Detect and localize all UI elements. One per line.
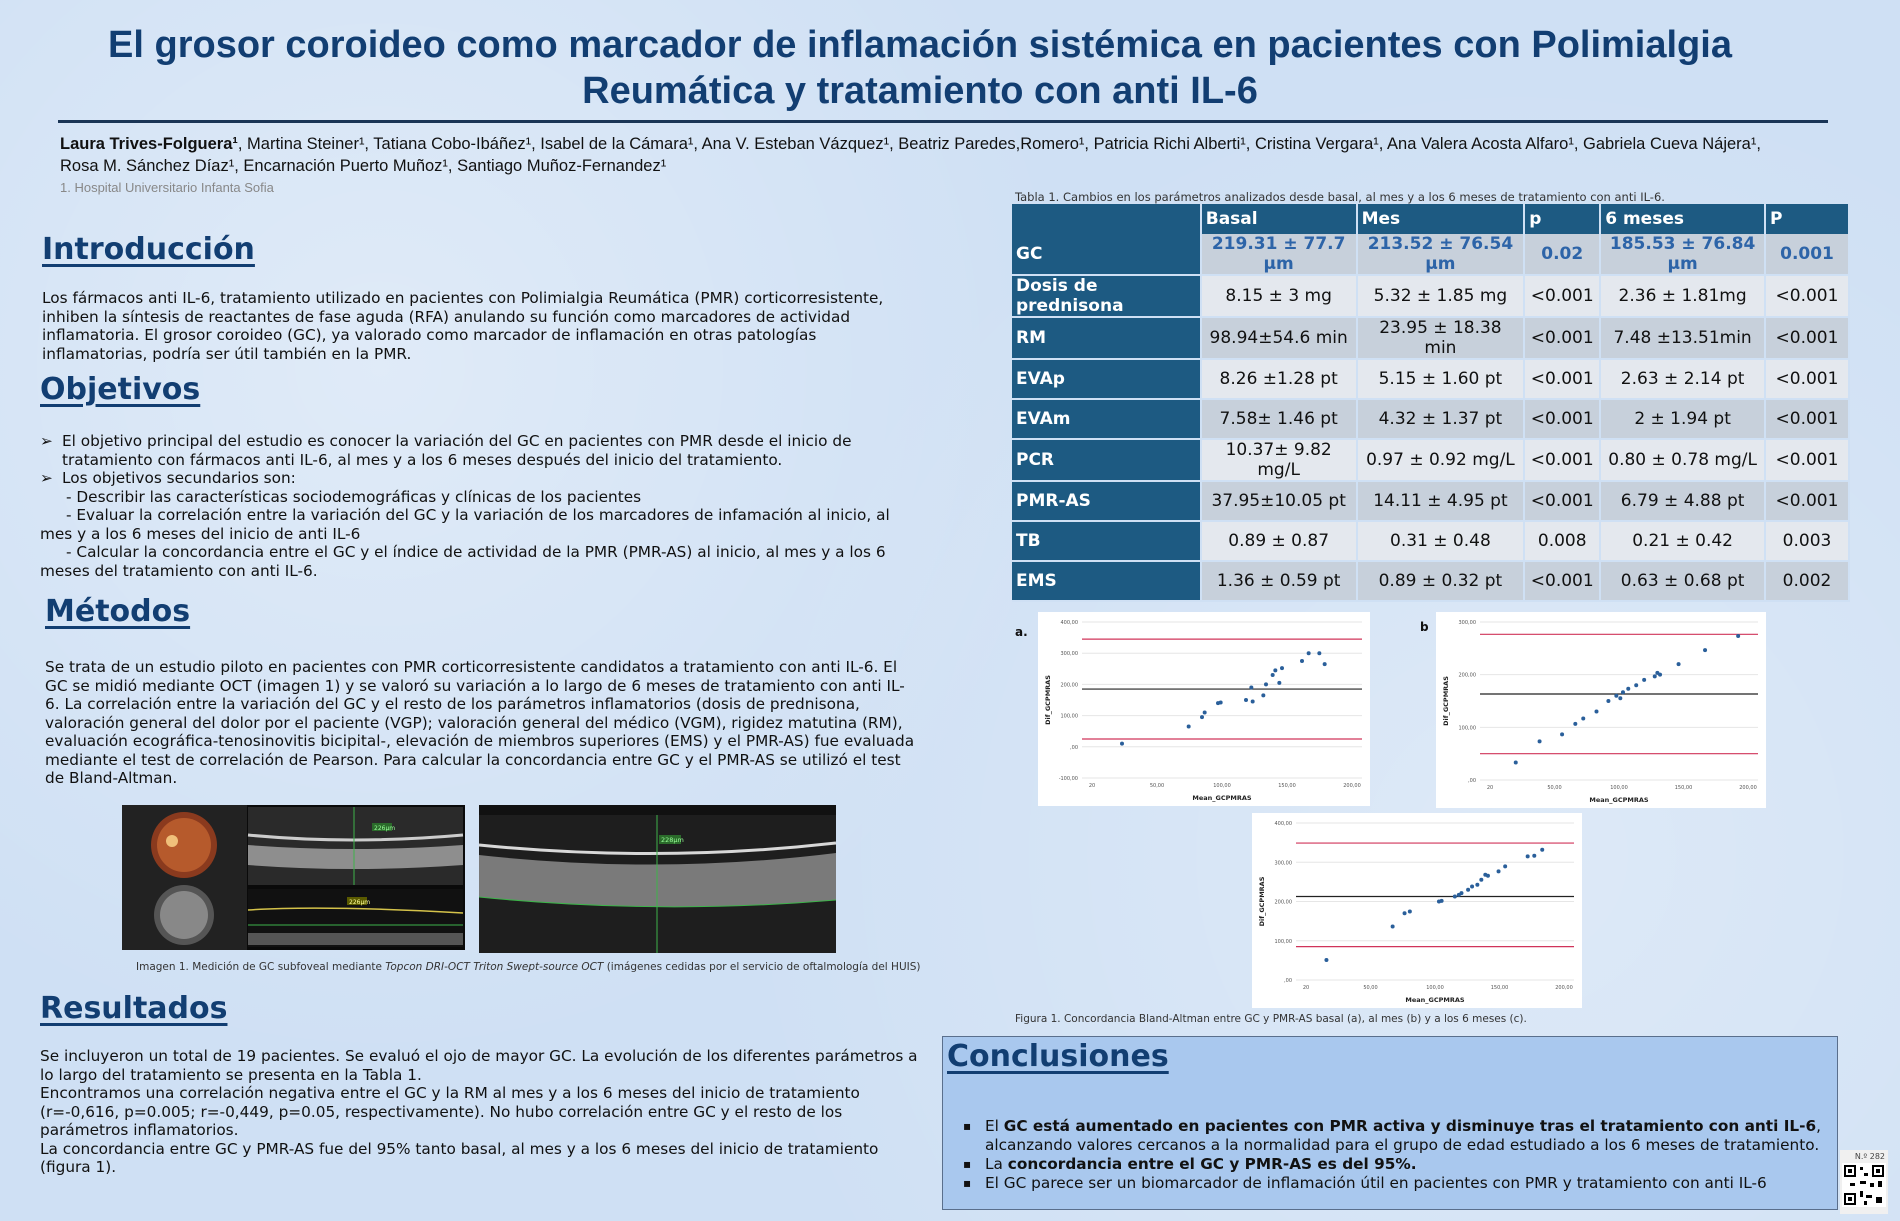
data-point: [1540, 848, 1544, 852]
oct-right-drawing: [479, 805, 836, 953]
data-point: [1677, 662, 1681, 666]
row-header-cell: EVAm: [1012, 399, 1201, 439]
oct-measure-label-2: 226µm: [349, 899, 371, 906]
table-row: [1012, 521, 1849, 561]
table-cell: 2.63 ± 2.14 pt: [1600, 359, 1765, 399]
data-point: [1307, 651, 1311, 655]
table-cell: <0.001: [1765, 481, 1849, 521]
data-point: [1621, 690, 1625, 694]
data-point: [1453, 894, 1457, 898]
conclusion-2: ▪ La concordancia entre el GC y PMR-AS es del 95%.: [963, 1155, 1417, 1173]
table-cell: 2.36 ± 1.81mg: [1600, 275, 1765, 317]
affiliation: 1. Hospital Universitario Infanta Sofia: [60, 180, 274, 195]
objectives-body: [40, 432, 910, 580]
oct-image-left: [122, 805, 465, 950]
table-cell: 5.32 ± 1.85 mg: [1357, 275, 1525, 317]
data-point: [1187, 725, 1191, 729]
data-point: [1261, 693, 1265, 697]
poster-title: [60, 22, 1780, 114]
data-point: [1120, 742, 1124, 746]
plot-label-b: b: [1420, 620, 1429, 634]
data-point: [1249, 686, 1253, 690]
conclusions-list: [963, 1117, 1823, 1193]
table-row: [1012, 561, 1849, 601]
table-cell: <0.001: [1524, 317, 1600, 359]
y-axis-label: Dif_GCPMRAS: [1258, 876, 1266, 927]
y-tick-label: ,00: [1070, 744, 1078, 751]
table-cell: 14.11 ± 4.95 pt: [1357, 481, 1525, 521]
data-point: [1440, 899, 1444, 903]
row-header-cell: EVAp: [1012, 359, 1201, 399]
data-point: [1626, 687, 1630, 691]
data-point: [1280, 666, 1284, 670]
data-point: [1271, 673, 1275, 677]
results-p4: La concordancia entre GC y PMR-AS fue del 95% tanto basal, al mes y a los 6 meses del inicio de tratamiento (figura 1).: [40, 1139, 879, 1176]
objective-secondary: ➢ Los objetivos secundarios son:: [40, 469, 296, 487]
data-point: [1594, 710, 1598, 714]
data-point: [1618, 696, 1622, 700]
data-point: [1273, 668, 1277, 672]
table-cell: <0.001: [1765, 317, 1849, 359]
data-point: [1736, 634, 1740, 638]
y-tick-label: 300,00: [1458, 620, 1476, 626]
data-point: [1653, 674, 1657, 678]
data-point: [1219, 700, 1223, 704]
x-tick-label: 50,00: [1149, 783, 1165, 789]
table-header: P: [1765, 204, 1849, 234]
table-cell: 0.001: [1765, 234, 1849, 275]
table-row: [1012, 359, 1849, 399]
table-cell: 23.95 ± 18.38 min: [1357, 317, 1525, 359]
table-cell: 7.48 ±13.51min: [1600, 317, 1765, 359]
data-point: [1486, 874, 1490, 878]
y-tick-label: -100,00: [1058, 776, 1078, 782]
x-tick-label: 100,00: [1213, 783, 1231, 789]
data-point: [1324, 958, 1328, 962]
table-header-row: [1012, 204, 1849, 234]
image-caption: Imagen 1. Medición de GC subfoveal mediante Topcon DRI-OCT Triton Swept-source OCT (imágenes cedidas por el servicio de oftalmología del HUIS): [136, 961, 921, 973]
table-cell: 8.26 ±1.28 pt: [1201, 359, 1357, 399]
data-point: [1317, 651, 1321, 655]
data-point: [1470, 884, 1474, 888]
data-point: [1323, 662, 1327, 666]
bland-altman-plot-b: [1436, 612, 1766, 808]
results-heading: Resultados: [40, 991, 228, 1026]
bullet-square-icon: ▪: [963, 1157, 972, 1171]
data-point: [1703, 648, 1707, 652]
bland-altman-plot-a: [1038, 612, 1370, 806]
bullet-square-icon: ▪: [963, 1176, 972, 1190]
table-row: [1012, 481, 1849, 521]
results-p3: (r=-0,616, p=0.005; r=-0,449, p=0.05, respectivamente). No hubo correlación entre GC y el resto de los parámetros inflamatorios.: [40, 1102, 843, 1139]
results-table: [1012, 204, 1850, 602]
poster-qr-block: [1840, 1150, 1888, 1214]
y-axis-label: Dif_GCPMRAS: [1442, 676, 1450, 726]
table-cell: 6.79 ± 4.88 pt: [1600, 481, 1765, 521]
table-cell: 0.80 ± 0.78 mg/L: [1600, 439, 1765, 481]
data-point: [1581, 717, 1585, 721]
table-header: Basal: [1201, 204, 1357, 234]
data-point: [1658, 673, 1662, 677]
x-tick-label: 20: [1088, 783, 1096, 789]
x-tick-label: 20: [1486, 785, 1494, 791]
data-point: [1606, 699, 1610, 703]
data-point: [1497, 869, 1501, 873]
objective-sub-3: - Calcular la concordancia entre el GC y el índice de actividad de la PMR (PMR-AS) al inicio, al mes y a los 6 meses del tratamiento con anti IL-6.: [40, 543, 886, 580]
y-tick-label: 200,00: [1274, 899, 1292, 906]
table-cell: 0.003: [1765, 521, 1849, 561]
table-cell: <0.001: [1524, 481, 1600, 521]
data-point: [1244, 698, 1248, 702]
table-row: [1012, 234, 1849, 275]
table-cell: 0.02: [1524, 234, 1600, 275]
data-point: [1479, 878, 1483, 882]
table-header: p: [1524, 204, 1600, 234]
data-point: [1573, 722, 1577, 726]
x-axis-label: Mean_GCPMRAS: [1192, 794, 1252, 802]
table-cell: 219.31 ± 77.7 µm: [1201, 234, 1357, 275]
authors-line-2: Rosa M. Sánchez Díaz¹, Encarnación Puerto Muñoz¹, Santiago Muñoz-Fernandez¹: [60, 157, 667, 175]
table-cell: 8.15 ± 3 mg: [1201, 275, 1357, 317]
data-point: [1614, 694, 1618, 698]
results-p1: Se incluyeron un total de 19 pacientes. Se evaluó el ojo de mayor GC. La evolución de los diferentes parámetros a lo largo del tratamiento se presenta en la Tabla 1.: [40, 1047, 918, 1084]
table-cell: <0.001: [1765, 359, 1849, 399]
x-tick-label: 150,00: [1490, 985, 1509, 991]
table-caption: Tabla 1. Cambios en los parámetros analizados desde basal, al mes y a los 6 meses de tratamiento con anti IL-6.: [1015, 190, 1665, 204]
table-header: Mes: [1357, 204, 1525, 234]
data-point: [1408, 910, 1412, 914]
x-tick-label: 100,00: [1426, 985, 1444, 991]
x-tick-label: 100,00: [1610, 785, 1628, 791]
table-cell: 4.32 ± 1.37 pt: [1357, 399, 1525, 439]
x-axis-label: Mean_GCPMRAS: [1589, 796, 1649, 804]
row-header-cell: PCR: [1012, 439, 1201, 481]
table-cell: <0.001: [1524, 439, 1600, 481]
row-header-cell: RM: [1012, 317, 1201, 359]
plot-b-svg: [1436, 612, 1766, 808]
row-header-cell: GC: [1012, 234, 1201, 275]
table-cell: 98.94±54.6 min: [1201, 317, 1357, 359]
table-cell: <0.001: [1524, 359, 1600, 399]
table-cell: 213.52 ± 76.54 µm: [1357, 234, 1525, 275]
y-tick-label: ,00: [1468, 778, 1476, 784]
x-tick-label: 150,00: [1278, 783, 1296, 789]
methods-text: Se trata de un estudio piloto en pacientes con PMR corticorresistente candidatos a tratamiento con anti IL-6. El GC se midió mediante OCT (imagen 1) y se valoró su variación a lo largo de 6 meses de tratamiento con anti IL-6. La correlación entre la variación del GC y el resto de los parámetros inflamatorios (dosis de prednisona, valoración general del dolor por el paciente (VGP); valoración general del médico (VGM), rigidez matutina (RM), evaluación ecográfica-tenosinovitis bicipital-, elevación de miembros superiores (EMS) y el PMR-AS) fue evaluada mediante el test de correlación de Pearson. Para calcular la concordancia entre GC y el PMR-AS se utilizó el test de Bland-Altman.: [45, 658, 915, 787]
row-header-cell: EMS: [1012, 561, 1201, 601]
y-tick-label: 200,00: [1458, 672, 1476, 679]
x-tick-label: 50,00: [1547, 785, 1562, 791]
table-cell: <0.001: [1765, 275, 1849, 317]
objective-sub-2: - Evaluar la correlación entre la variación del GC y la variación de los marcadores de infamación al inicio, al mes y a los 6 meses del inicio de anti IL-6: [40, 506, 890, 543]
x-tick-label: 200,00: [1555, 985, 1573, 991]
table-cell: <0.001: [1524, 275, 1600, 317]
table-header: 6 meses: [1600, 204, 1765, 234]
conclusions-box: [942, 1036, 1838, 1210]
table-cell: 0.63 ± 0.68 pt: [1600, 561, 1765, 601]
table-cell: 0.002: [1765, 561, 1849, 601]
bland-altman-plot-c: [1252, 813, 1582, 1008]
data-point: [1642, 678, 1646, 682]
data-point: [1300, 659, 1304, 663]
x-axis-label: Mean_GCPMRAS: [1405, 996, 1465, 1004]
table-cell: <0.001: [1524, 399, 1600, 439]
data-point: [1503, 864, 1507, 868]
intro-heading: Introducción: [42, 232, 255, 267]
y-tick-label: 300,00: [1274, 860, 1292, 867]
poster-number: N.º 282: [1854, 1152, 1885, 1161]
data-point: [1514, 760, 1518, 764]
conclusion-1: ▪ El GC está aumentado en pacientes con PMR activa y disminuye tras el tratamiento con anti IL-6, alcanzando valores cercanos a la normalidad para el grupo de edad estudiado a los 6 meses de tratamiento.: [963, 1117, 1821, 1154]
table-cell: 0.97 ± 0.92 mg/L: [1357, 439, 1525, 481]
table-header: [1012, 204, 1201, 234]
table-cell: 1.36 ± 0.59 pt: [1201, 561, 1357, 601]
objective-sub-1: - Describir las características sociodemográficas y clínicas de los pacientes: [66, 487, 642, 506]
table-row: [1012, 317, 1849, 359]
y-tick-label: 400,00: [1274, 821, 1292, 827]
x-tick-label: 200,00: [1343, 783, 1361, 789]
row-header-cell: PMR-AS: [1012, 481, 1201, 521]
data-point: [1526, 854, 1530, 858]
plot-a-svg: [1038, 612, 1370, 806]
y-tick-label: 100,00: [1060, 713, 1078, 720]
bullet-square-icon: ▪: [963, 1119, 972, 1133]
data-point: [1403, 911, 1407, 915]
data-point: [1200, 715, 1204, 719]
authors-line-1: , Martina Steiner¹, Tatiana Cobo-Ibáñez¹, Isabel de la Cámara¹, Ana V. Esteban Vázquez¹, Beatriz Paredes,Romero¹, Patricia Richi Alberti¹, Cristina Vergara¹, Ana Valera Acosta Alfaro¹, Gabriela Cueva Nájera¹,: [237, 135, 1761, 153]
objectives-heading: Objetivos: [40, 372, 201, 407]
oct-left-drawing: [122, 805, 465, 950]
table-cell: 0.31 ± 0.48: [1357, 521, 1525, 561]
data-point: [1560, 732, 1564, 736]
table-cell: <0.001: [1765, 439, 1849, 481]
row-header-cell: TB: [1012, 521, 1201, 561]
y-tick-label: 300,00: [1060, 651, 1078, 658]
data-point: [1203, 710, 1207, 714]
data-point: [1634, 683, 1638, 687]
table-cell: 185.53 ± 76.84 µm: [1600, 234, 1765, 275]
table-cell: 0.008: [1524, 521, 1600, 561]
y-tick-label: 100,00: [1274, 938, 1292, 945]
data-point: [1466, 888, 1470, 892]
data-point: [1277, 681, 1281, 685]
data-point: [1532, 854, 1536, 858]
y-axis-label: Dif_GCPMRAS: [1044, 675, 1052, 725]
y-tick-label: ,00: [1284, 978, 1292, 984]
methods-heading: Métodos: [45, 594, 191, 629]
title-line-1: El grosor coroideo como marcador de inflamación sistémica en pacientes con Polimialgia: [108, 24, 1732, 66]
conclusion-3: ▪ El GC parece ser un biomarcador de inflamación útil en pacientes con PMR y tratamiento con anti IL-6: [963, 1174, 1767, 1192]
table-cell: 0.89 ± 0.87: [1201, 521, 1357, 561]
data-point: [1391, 925, 1395, 929]
table-row: [1012, 439, 1849, 481]
table-cell: 5.15 ± 1.60 pt: [1357, 359, 1525, 399]
row-header-cell: Dosis de prednisona: [1012, 275, 1201, 317]
table-cell: 7.58± 1.46 pt: [1201, 399, 1357, 439]
conclusions-heading: Conclusiones: [947, 1039, 1169, 1074]
table-cell: 0.89 ± 0.32 pt: [1357, 561, 1525, 601]
data-point: [1475, 883, 1479, 887]
objective-main: ➢ El objetivo principal del estudio es conocer la variación del GC en pacientes con PMR desde el inicio de tratamiento con fármacos anti IL-6, al mes y a los 6 meses después del inicio del tratamiento.: [40, 432, 852, 469]
authors: [60, 133, 1860, 177]
oct-measure-label-3: 228µm: [661, 836, 684, 844]
x-tick-label: 200,00: [1739, 785, 1757, 791]
plot-label-a: a.: [1015, 625, 1028, 639]
table-row: [1012, 399, 1849, 439]
intro-text: Los fármacos anti IL-6, tratamiento utilizado en pacientes con Polimialgia Reumática (PMR) corticorresistente, inhiben la síntesis de reactantes de fase aguda (RFA) anulando su función como marcadores de actividad inflamatoria. El grosor coroideo (GC), ya valorado como marcador de inflamación en otras patologías inflamatorias, podría ser útil también en la PMR.: [42, 289, 884, 363]
qr-code-icon[interactable]: [1842, 1163, 1886, 1207]
table-cell: 2 ± 1.94 pt: [1600, 399, 1765, 439]
results-p2: Encontramos una correlación negativa entre el GC y la RM al mes y a los 6 meses del inicio de tratamiento: [40, 1084, 860, 1102]
first-author: Laura Trives-Folguera: [60, 135, 233, 153]
data-point: [1538, 739, 1542, 743]
data-point: [1251, 700, 1255, 704]
oct-measure-label-1: 226µm: [374, 825, 396, 832]
title-line-2: Reumática y tratamiento con anti IL-6: [582, 70, 1258, 112]
y-tick-label: 200,00: [1060, 682, 1078, 689]
bullet-arrow-icon: ➢: [40, 469, 53, 487]
plot-c-svg: [1252, 813, 1582, 1008]
x-tick-label: 50,00: [1363, 985, 1378, 991]
table-row: [1012, 275, 1849, 317]
table-cell: 10.37± 9.82 mg/L: [1201, 439, 1357, 481]
table-cell: <0.001: [1524, 561, 1600, 601]
results-text: [40, 1047, 920, 1177]
data-point: [1264, 682, 1268, 686]
bullet-arrow-icon: ➢: [40, 432, 53, 450]
y-tick-label: 100,00: [1458, 725, 1476, 732]
table-cell: <0.001: [1765, 399, 1849, 439]
data-point: [1459, 891, 1463, 895]
y-tick-label: 400,00: [1060, 620, 1078, 626]
table-cell: 37.95±10.05 pt: [1201, 481, 1357, 521]
title-divider: [58, 120, 1828, 123]
oct-image-right: [479, 805, 836, 953]
first-author-sup: ¹: [232, 135, 238, 153]
table-cell: 0.21 ± 0.42: [1600, 521, 1765, 561]
figure-caption: Figura 1. Concordancia Bland-Altman entre GC y PMR-AS basal (a), al mes (b) y a los 6 meses (c).: [1015, 1013, 1527, 1025]
x-tick-label: 150,00: [1674, 785, 1693, 791]
x-tick-label: 20: [1302, 985, 1310, 991]
